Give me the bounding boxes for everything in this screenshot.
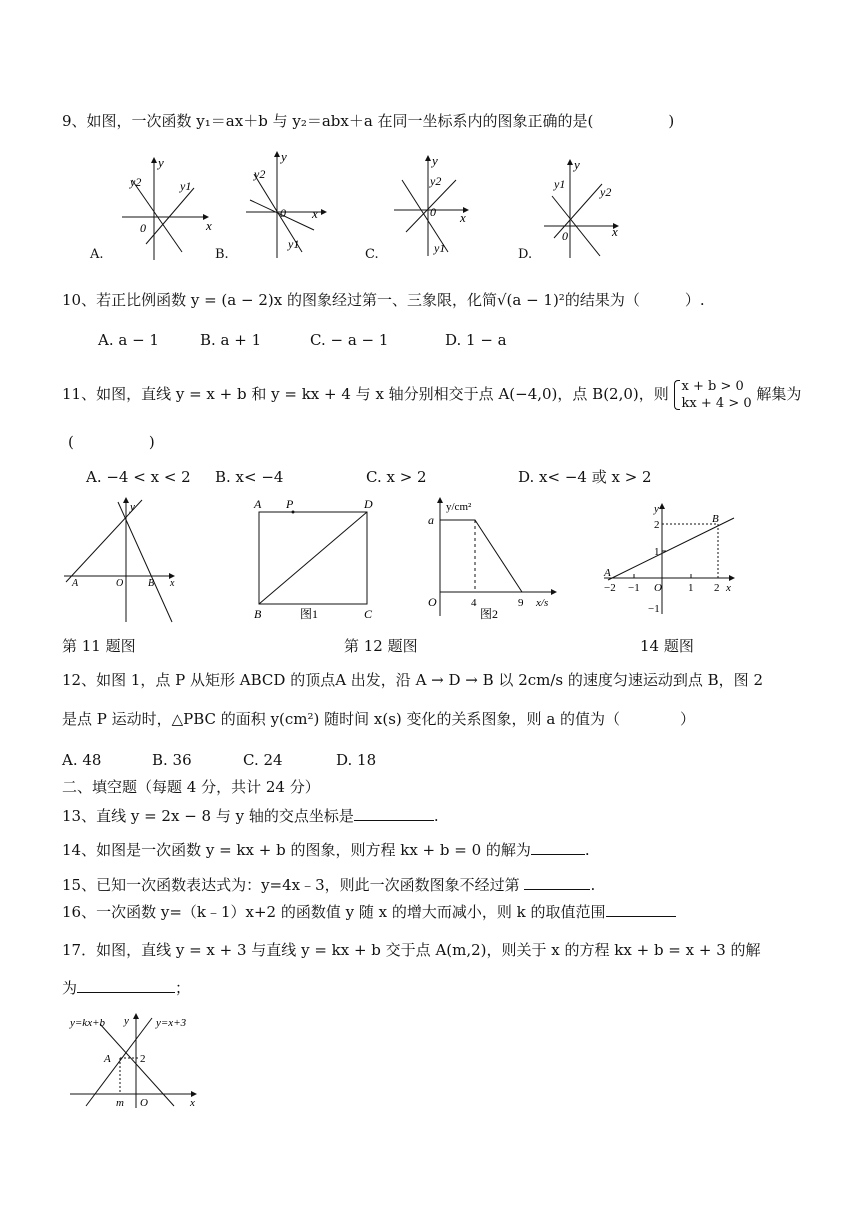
fig17-x: x xyxy=(190,1097,195,1109)
q13-answer-blank[interactable] xyxy=(354,806,434,821)
q11-stem-a: 11、如图，直线 y = x + b 和 y = kx + 4 与 x 轴分别相交于点 A(−4,0)，点 B(2,0)，则 xyxy=(62,385,669,403)
fig17 xyxy=(66,1010,206,1110)
fig14-x: x xyxy=(726,582,731,594)
q14 xyxy=(62,840,590,860)
fig12-D: D xyxy=(364,497,373,511)
q17-end: ； xyxy=(175,979,191,997)
q10-opt-a: A. a − 1 xyxy=(98,331,159,349)
q9-opt-d: D. xyxy=(518,247,533,262)
q11-paren: ( ) xyxy=(68,433,155,451)
q14-answer-blank[interactable] xyxy=(531,840,585,855)
q12-opt-a: A. 48 xyxy=(62,751,102,769)
q15-answer-blank[interactable] xyxy=(524,875,590,890)
caption-q11: 第 11 题图 xyxy=(62,637,136,655)
q11-opt-a: A. −4 < x < 2 xyxy=(86,468,191,486)
q11-opt-d: D. x< −4 或 x > 2 xyxy=(518,468,652,486)
fig12-a: a xyxy=(428,513,434,527)
q9d-x: x xyxy=(612,224,618,239)
q9c-x: x xyxy=(460,210,466,225)
fig12-A: A xyxy=(254,497,262,511)
q10-stem: 10、若正比例函数 y = (a − 2)x 的图象经过第一、三象限，化简√(a − 1)²的结果为（ ）. xyxy=(62,291,705,309)
q15 xyxy=(62,875,595,895)
q9-opt-b: B. xyxy=(215,247,229,262)
q9d-y1: y1 xyxy=(554,177,566,191)
q9-stem: 9、如图，一次函数 y₁＝ax＋b 与 y₂＝abx＋a 在同一坐标系内的图象正确的是( ) xyxy=(62,112,675,130)
fig17-l2: y=x+3 xyxy=(156,1017,187,1029)
fig12-P: P xyxy=(286,497,294,511)
fig12-cap2: 图2 xyxy=(480,607,499,621)
q9d-y: y xyxy=(574,157,580,172)
fig12-cap1: 图1 xyxy=(300,607,319,621)
q16 xyxy=(62,902,676,922)
q11-system xyxy=(674,378,752,412)
fig17-m: m xyxy=(116,1097,124,1109)
fig14-B: B xyxy=(712,513,719,525)
fig12-t9: 9 xyxy=(518,597,524,609)
caption-q14: 14 题图 xyxy=(640,637,694,655)
fig14-tx2: 2 xyxy=(714,582,720,594)
q11-opt-b: B. x< −4 xyxy=(215,468,284,486)
q9a-y2: y2 xyxy=(130,175,142,189)
q13 xyxy=(62,806,439,826)
q13-end: . xyxy=(433,807,439,825)
fig11-a: A xyxy=(72,578,79,589)
q14-text: 14、如图是一次函数 y = kx + b 的图象，则方程 kx + b = 0 的解为 xyxy=(62,841,531,859)
fig17-2: 2 xyxy=(140,1053,146,1065)
q16-answer-blank[interactable] xyxy=(606,902,676,917)
q9-graph-d xyxy=(542,156,624,260)
fig11-o: O xyxy=(116,578,124,589)
q9c-o: 0 xyxy=(430,205,436,219)
q10-opt-d: D. 1 − a xyxy=(445,331,507,349)
q15-end: . xyxy=(590,876,596,894)
q9d-o: 0 xyxy=(562,229,568,243)
fig11-y: y xyxy=(130,501,135,513)
q9-opt-c: C. xyxy=(365,247,379,262)
fig12-figure2 xyxy=(420,494,560,622)
q9a-o: 0 xyxy=(140,221,146,235)
fig14-o: O xyxy=(654,582,662,594)
fig12-ylabel: y/cm² xyxy=(446,501,472,513)
q17-line2 xyxy=(62,978,190,998)
fig14-tm2: −2 xyxy=(604,582,616,594)
fig14-tm1: −1 xyxy=(628,582,640,594)
fig12-C: C xyxy=(364,607,373,621)
q13-text: 13、直线 y = 2x − 8 与 y 轴的交点坐标是 xyxy=(62,807,354,825)
fig14-t2: 2 xyxy=(654,519,660,531)
q9b-o: 0 xyxy=(280,206,286,220)
q10-opt-c: C. − a − 1 xyxy=(310,331,389,349)
q9a-y1: y1 xyxy=(180,179,192,193)
section-2-title: 二、填空题（每题 4 分，共计 24 分） xyxy=(62,778,320,796)
fig14-tx1: 1 xyxy=(688,582,694,594)
q11-sys2: kx + 4 > 0 xyxy=(681,396,752,411)
fig14-y: y xyxy=(654,503,659,515)
q9a-x: x xyxy=(206,218,212,233)
fig14-tym1: −1 xyxy=(648,603,660,615)
q17-answer-blank[interactable] xyxy=(77,978,175,993)
q9b-y1: y1 xyxy=(288,237,300,251)
q9d-y2: y2 xyxy=(600,185,612,199)
fig14 xyxy=(600,498,740,618)
caption-q12: 第 12 题图 xyxy=(344,637,418,655)
fig11-b: B xyxy=(148,578,155,589)
fig12-o: O xyxy=(428,595,437,609)
q12-line1: 12、如图 1，点 P 从矩形 ABCD 的顶点A 出发，沿 A → D → B 以 2cm/s 的速度匀速运动到点 B，图 2 xyxy=(62,671,763,689)
q16-text: 16、一次函数 y=（k﹣1）x+2 的函数值 y 随 x 的增大而减小，则 k 的取值范围 xyxy=(62,903,606,921)
q9c-y1: y1 xyxy=(434,241,446,255)
q15-text: 15、已知一次函数表达式为：y=4x﹣3，则此一次函数图象不经过第 xyxy=(62,876,520,894)
q12-opt-c: C. 24 xyxy=(243,751,283,769)
fig17-l1: y=kx+b xyxy=(70,1017,105,1029)
q9c-y2: y2 xyxy=(430,174,442,188)
fig12-t4: 4 xyxy=(471,597,477,609)
q9b-y2: y2 xyxy=(254,167,266,181)
fig17-o: O xyxy=(140,1097,148,1109)
q11-sys1: x + b > 0 xyxy=(681,379,744,394)
q10-opt-b: B. a + 1 xyxy=(200,331,262,349)
q9a-y: y xyxy=(158,155,164,170)
fig11-x: x xyxy=(170,578,175,589)
fig14-t1: 1 xyxy=(654,546,660,558)
q17-l2-text: 为 xyxy=(62,979,78,997)
q9-graph-b xyxy=(244,148,334,260)
q11-stem-b: 解集为 xyxy=(756,385,802,403)
q9c-y: y xyxy=(432,153,438,168)
fig14-A: A xyxy=(604,567,611,579)
fig12-B: B xyxy=(254,607,262,621)
fig12-figure1 xyxy=(250,494,390,622)
q17-line1: 17．如图，直线 y = x + 3 与直线 y = kx + b 交于点 A(m,2)，则关于 x 的方程 kx + b = x + 3 的解 xyxy=(62,941,761,959)
fig17-y: y xyxy=(124,1015,129,1027)
q9-graph-c xyxy=(392,152,474,258)
q11-opt-c: C. x > 2 xyxy=(366,468,427,486)
q9b-x: x xyxy=(312,206,318,221)
q9b-y: y xyxy=(281,149,287,164)
q9-opt-a: A. xyxy=(90,247,104,262)
q12-opt-b: B. 36 xyxy=(152,751,192,769)
q12-line2: 是点 P 运动时，△PBC 的面积 y(cm²) 随时间 x(s) 变化的关系图象，则 a 的值为（ ） xyxy=(62,710,696,728)
fig17-A: A xyxy=(104,1053,111,1065)
fig12-xlabel: x/s xyxy=(536,597,549,609)
fig11 xyxy=(60,494,180,624)
q9-graph-a xyxy=(120,152,215,262)
q12-opt-d: D. 18 xyxy=(336,751,377,769)
q14-end: . xyxy=(584,841,590,859)
q11-stem xyxy=(62,378,801,412)
